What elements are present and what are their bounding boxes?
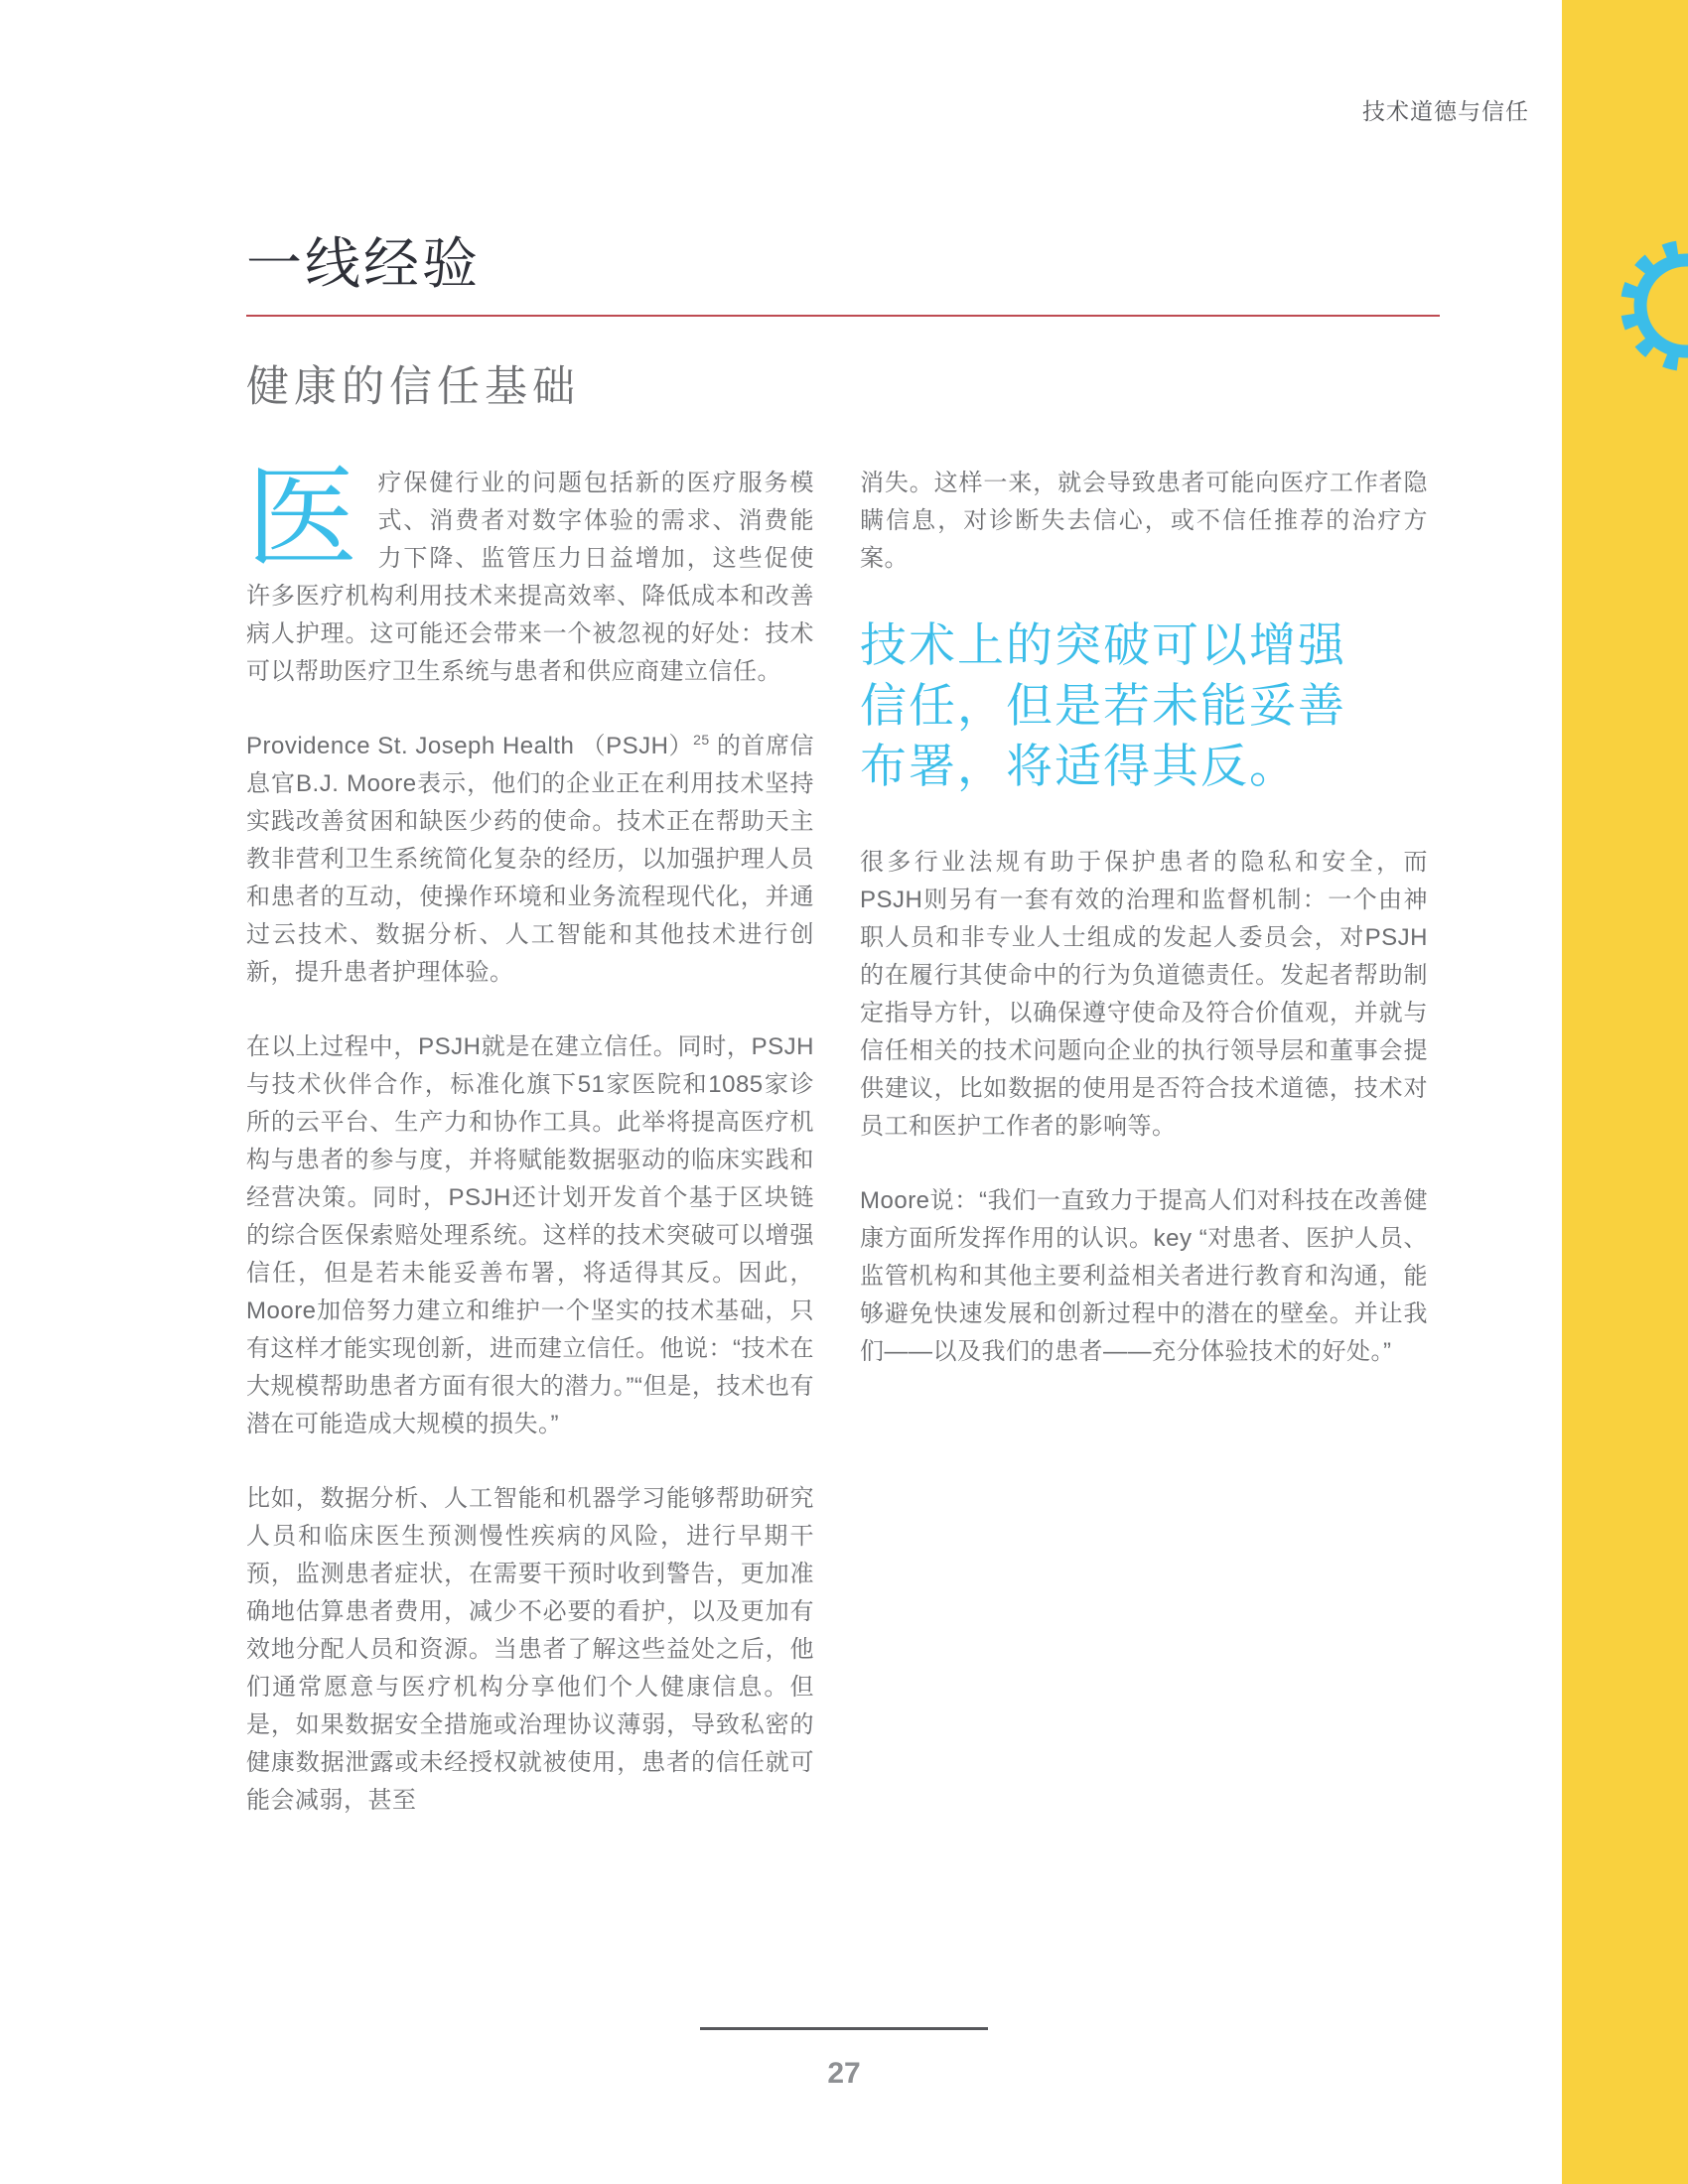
gear-icon: [1612, 231, 1688, 380]
pull-quote: [860, 614, 1428, 796]
paragraph-2-text-before-footnote: Providence St. Joseph Health （PSJH）: [246, 733, 694, 759]
paragraph-3: 在以上过程中，PSJH就是在建立信任。同时，PSJH与技术伙伴合作，标准化旗下51家医院和1085家诊所的云平台、生产力和协作工具。此举将提高医疗机构与患者的参与度，并将赋能数据驱动的临床实践和经营决策。同时，PSJH还计划开发首个基于区块链的综合医保索赔处理系统。这样的技术突破可以增强信任，但是若未能妥善布署，将适得其反。因此，Moore加倍努力建立和维护一个坚实的技术基础，只有这样才能实现创新，进而建立信任。他说：“技术在大规模帮助患者方面有很大的潜力。”“但是，技术也有潜在可能造成大规模的损失。”: [246, 1033, 814, 1437]
paragraph-1-text: 疗保健行业的问题包括新的医疗服务模式、消费者对数字体验的需求、消费能力下降、监管压力日益增加，这些促使许多医疗机构利用技术来提高效率、降低成本和改善病人护理。这可能还会带来一个被忽视的好处：技术可以帮助医疗卫生系统与患者和供应商建立信任。: [246, 470, 814, 685]
pull-quote-line-3: 布署，将适得其反。: [860, 740, 1298, 792]
right-column: [860, 465, 1428, 1856]
body-columns: [246, 456, 1428, 1856]
paragraph-7: Moore说：“我们一直致力于提高人们对科技在改善健康方面所发挥作用的认识。key “对患者、医护人员、监管机构和其他主要利益相关者进行教育和沟通，能够避免快速发展和创新过程中的潜在的壁垒。并让我们——以及我们的患者——充分体验技术的好处。”: [860, 1187, 1428, 1365]
paragraph-2: [246, 728, 814, 992]
page-number: 27: [827, 2057, 861, 2090]
pull-quote-line-2: 信任，但是若未能妥善: [860, 679, 1346, 732]
footer-divider-rule: [700, 2027, 988, 2030]
paragraph-6: 很多行业法规有助于保护患者的隐私和安全，而PSJH则另有一套有效的治理和监督机制：一个由神职人员和非专业人士组成的发起人委员会，对PSJH的在履行其使命中的行为负道德责任。发起者帮助制定指导方针，以确保遵守使命及符合价值观，并就与信任相关的技术问题向企业的执行领导层和董事会提供建议，比如数据的使用是否符合技术道德，技术对员工和医护工作者的影响等。: [860, 849, 1428, 1140]
paragraph-4: 比如，数据分析、人工智能和机器学习能够帮助研究人员和临床医生预测慢性疾病的风险，进行早期干预，监测患者症状，在需要干预时收到警告，更加准确地估算患者费用，减少不必要的看护，以及更加有效地分配人员和资源。当患者了解这些益处之后，他们通常愿意与医疗机构分享他们个人健康信息。但是，如果数据安全措施或治理协议薄弱，导致私密的健康数据泄露或未经授权就被使用，患者的信任就可能会减弱，甚至: [246, 1485, 814, 1814]
running-header: 技术道德与信任: [1362, 98, 1529, 124]
left-column: [246, 456, 815, 1856]
paragraph-2-text-after-footnote: 的首席信息官B.J. Moore表示，他们的企业正在利用技术坚持实践改善贫困和缺医少药的使命。技术正在帮助天主教非营利卫生系统简化复杂的经历，以加强护理人员和患者的互动，使操作环境和业务流程现代化，并通过云技术、数据分析、人工智能和其他技术进行创新，提升患者护理体验。: [246, 733, 815, 986]
section-title: 健康的信任基础: [246, 363, 580, 411]
paragraph-5: 消失。这样一来，就会导致患者可能向医疗工作者隐瞒信息，对诊断失去信心，或不信任推荐的治疗方案。: [860, 470, 1428, 572]
paragraph-1: [246, 456, 814, 691]
pull-quote-line-1: 技术上的突破可以增强: [860, 618, 1346, 671]
page-title: 一线经验: [246, 232, 481, 295]
dropcap-character: 医: [246, 456, 358, 580]
footnote-reference: 25: [693, 732, 710, 748]
title-divider-rule: [246, 315, 1440, 317]
